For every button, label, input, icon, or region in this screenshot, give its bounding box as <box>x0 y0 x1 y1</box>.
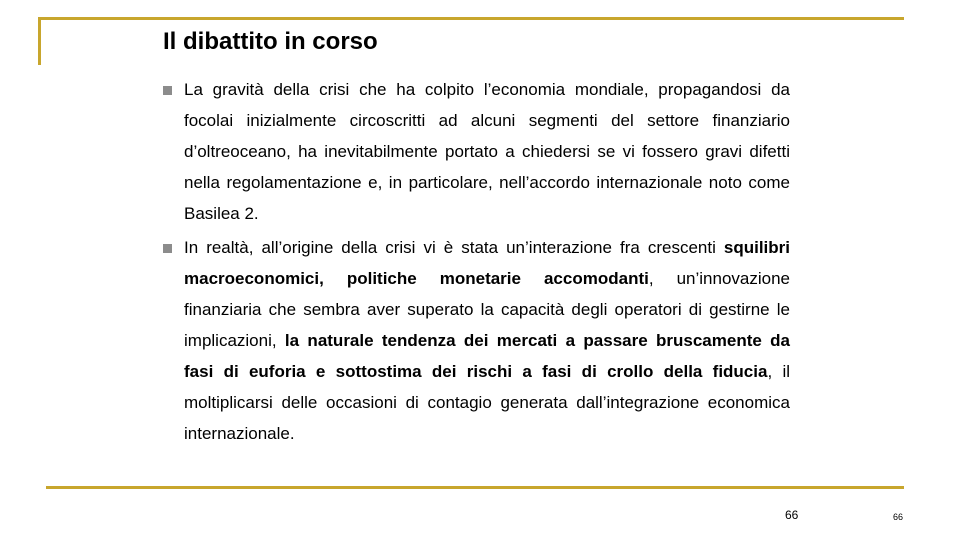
frame-top-border <box>38 17 904 20</box>
page-number: 66 <box>785 508 799 522</box>
slide-title: Il dibattito in corso <box>163 28 378 55</box>
bullet-square-icon <box>163 86 172 95</box>
bullet-paragraph-1: La gravità della crisi che ha colpito l’economia mondiale, propagandosi da focolai inizialmente circoscritti ad alcuni segmenti del settore finanziario d’oltreoceano, ha inevitabilmente portato a chiedersi se vi fossero gravi difetti nella regolamentazione e, in particolare, nell’accordo internazionale noto come Basilea 2. <box>184 80 790 223</box>
frame-left-border <box>38 17 41 65</box>
bold-text-segment: squilibri macroeconomici, politiche monetarie accomodanti <box>184 238 790 288</box>
bold-text-segment: la naturale tendenza dei mercati a passare bruscamente da fasi di euforia e sottostima dei rischi a fasi di crollo della fiducia <box>184 331 790 381</box>
text-segment: , il moltiplicarsi delle occasioni di contagio generata dall’integrazione economica internazionale. <box>184 362 791 443</box>
bullet-paragraph-2 <box>184 232 790 449</box>
page-number-corner: 66 <box>893 512 904 522</box>
text-segment: In realtà, all’origine della crisi vi è stata un’interazione fra crescenti <box>184 238 724 257</box>
text-segment: , un’innovazione finanziaria che sembra aver superato la capacità degli operatori di gestirne le implicazioni, <box>184 269 790 350</box>
bullet-square-icon <box>163 244 172 253</box>
frame-bottom-border <box>46 486 904 489</box>
